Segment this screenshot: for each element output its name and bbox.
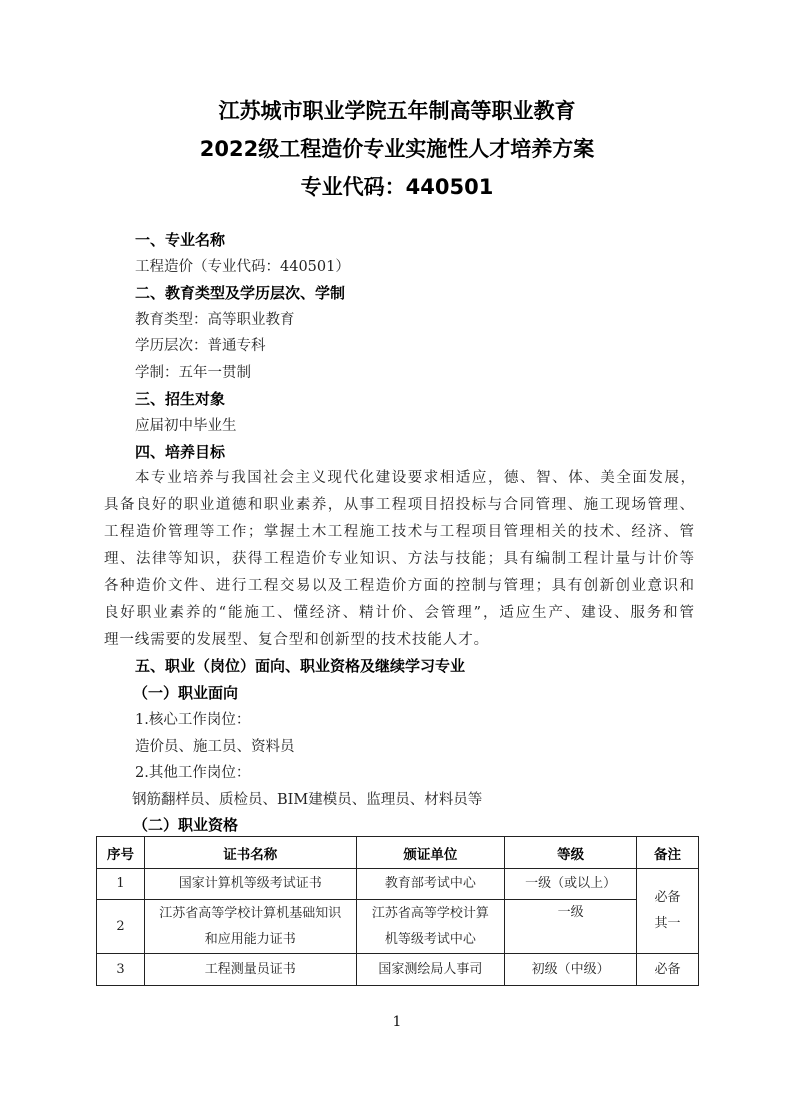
- issuer-line: 机等级考试中心: [384, 931, 476, 947]
- header-no: 序号: [97, 837, 145, 869]
- paragraph-line: 各种造价文件、进行工程交易以及工程造价方面的控制与管理；具有创新创业意识和: [104, 578, 694, 594]
- major-code-title: 专业代码：440501: [300, 175, 494, 199]
- cell-cert-name: 国家计算机等级考试证书: [144, 869, 356, 900]
- note-line: 必备: [654, 890, 681, 905]
- cell-note-merged: [637, 869, 699, 954]
- document-title-line1: 江苏城市职业学院五年制高等职业教育: [218, 99, 576, 123]
- cell-no: 1: [97, 869, 145, 900]
- table-row: [97, 954, 699, 986]
- other-positions-label: 2.其他工作岗位：: [135, 765, 251, 781]
- core-positions-text: 造价员、施工员、资料员: [135, 739, 295, 755]
- enrollment-text: 应届初中毕业生: [135, 418, 237, 434]
- paragraph-line: 工程造价管理等工作；掌握土木工程施工技术与工程项目管理相关的技术、经济、管: [104, 524, 694, 540]
- cell-level: 初级（中级）: [505, 954, 637, 986]
- cell-issuer: [356, 900, 505, 954]
- note-line: 其一: [654, 916, 681, 931]
- paragraph-line: 理、法律等知识，获得工程造价专业知识、方法与技能；具有编制工程计量与计价等: [104, 551, 694, 567]
- major-name-text: 工程造价（专业代码：440501）: [135, 259, 350, 275]
- paragraph-line: 理一线需要的发展型、复合型和创新型的技术技能人才。: [104, 632, 489, 648]
- section-2-heading: 二、教育类型及学历层次、学制: [135, 284, 346, 302]
- table-row: [97, 869, 699, 900]
- section-3-heading: 三、招生对象: [135, 390, 226, 408]
- paragraph-line: 良好职业素养的“能施工、懂经济、精计价、会管理”，适应生产、建设、服务和管: [104, 605, 694, 621]
- table-header-row: [97, 837, 699, 869]
- paragraph-line: 本专业培养与我国社会主义现代化建设要求相适应，德、智、体、美全面发展，: [135, 470, 695, 486]
- section-1-heading: 一、专业名称: [135, 231, 226, 249]
- duration-text: 学制：五年一贯制: [135, 365, 251, 381]
- education-level-text: 学历层次：普通专科: [135, 338, 266, 354]
- subsection-career-heading: （一）职业面向: [133, 684, 239, 702]
- section-5-heading: 五、职业（岗位）面向、职业资格及继续学习专业: [135, 657, 466, 675]
- cell-no: 2: [97, 900, 145, 954]
- header-level: 等级: [505, 837, 637, 869]
- core-positions-label: 1.核心工作岗位：: [135, 712, 251, 728]
- cell-issuer: 国家测绘局人事司: [356, 954, 505, 986]
- cell-cert-name: [144, 900, 356, 954]
- cell-note: 必备: [637, 954, 699, 986]
- table-row: [97, 900, 699, 954]
- paragraph-line: 具备良好的职业道德和职业素养，从事工程项目招投标与合同管理、施工现场管理、: [104, 497, 694, 513]
- certificate-table: [96, 836, 699, 986]
- cert-name-line: 江苏省高等学校计算机基础知识: [159, 905, 342, 921]
- cell-issuer: 教育部考试中心: [356, 869, 505, 900]
- header-note: 备注: [637, 837, 699, 869]
- issuer-line: 江苏省高等学校计算: [371, 905, 489, 921]
- subsection-qualification-heading: （二）职业资格: [133, 816, 239, 834]
- header-cert-name: 证书名称: [144, 837, 356, 869]
- document-title-line2: 2022级工程造价专业实施性人才培养方案: [199, 137, 595, 161]
- cell-cert-name: 工程测量员证书: [144, 954, 356, 986]
- section-4-heading: 四、培养目标: [135, 443, 226, 461]
- cell-level: 一级（或以上）: [505, 869, 637, 900]
- page-number: 1: [392, 1014, 402, 1030]
- education-type-text: 教育类型：高等职业教育: [135, 312, 295, 328]
- other-positions-text: 钢筋翻样员、质检员、BIM建模员、监理员、材料员等: [132, 792, 483, 808]
- cell-level: 一级: [505, 900, 637, 954]
- cell-no: 3: [97, 954, 145, 986]
- cert-name-line: 和应用能力证书: [204, 931, 296, 947]
- header-issuer: 颁证单位: [356, 837, 505, 869]
